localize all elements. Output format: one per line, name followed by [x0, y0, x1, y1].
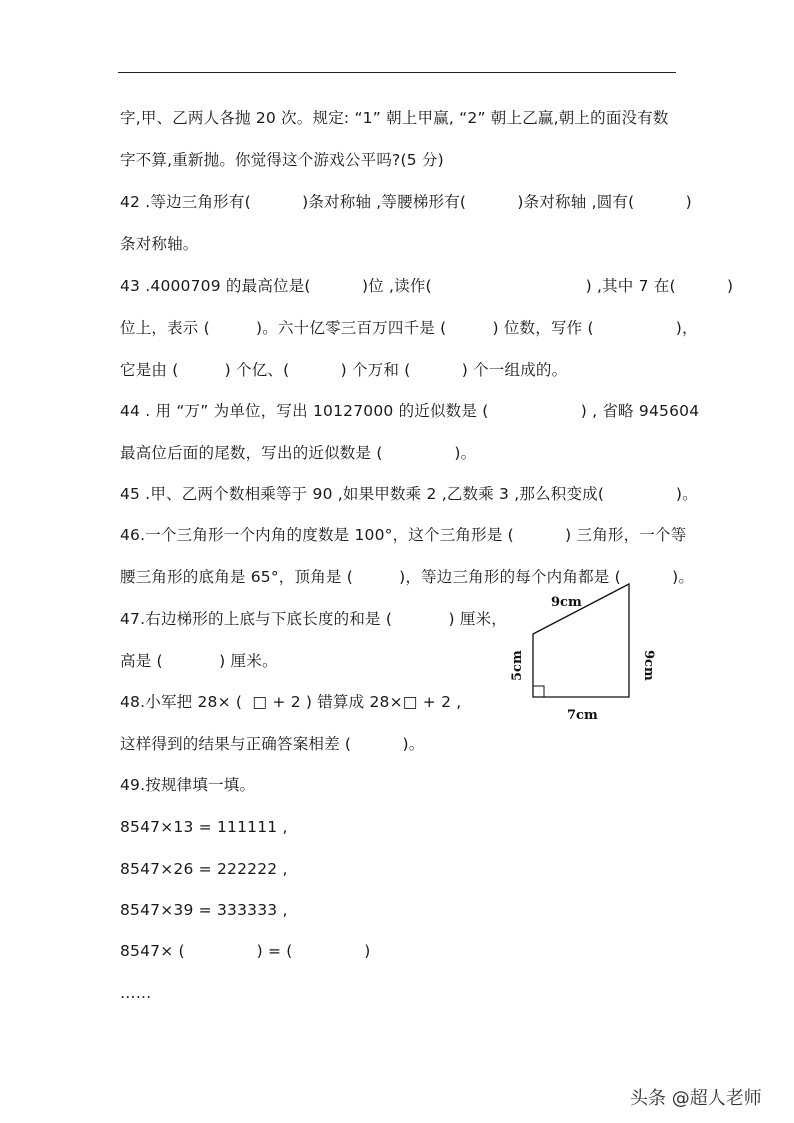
- label-bottom: 7cm: [567, 708, 598, 723]
- right-angle-mark: [533, 686, 544, 697]
- question-48: 48.小军把 28× ( □ + 2 ) 错算成 28×□ + 2 ,: [120, 693, 462, 711]
- question-45: 45 .甲、乙两个数相乘等于 90 ,如果甲数乘 2 ,乙数乘 3 ,那么积变成( )。: [120, 485, 698, 503]
- question-47: 47.右边梯形的上底与下底长度的和是 ( ) 厘米，: [120, 610, 507, 628]
- pattern-line-4: 8547× ( ) = ( ): [120, 942, 371, 960]
- pattern-line-1: 8547×13 = 111111 ,: [120, 818, 288, 836]
- header-rule: [118, 72, 676, 73]
- watermark: 头条 @超人老师: [630, 1088, 762, 1109]
- pattern-line-2: 8547×26 = 222222 ,: [120, 860, 288, 878]
- ellipsis-line: ……: [120, 984, 152, 1002]
- label-top: 9cm: [551, 595, 582, 610]
- trapezoid-figure: [505, 578, 665, 728]
- question-44-cont: 最高位后面的尾数，写出的近似数是 ( )。: [120, 444, 477, 462]
- question-49: 49.按规律填一填。: [120, 776, 256, 794]
- text-line-q41-cont-1: 字,甲、乙两人各抛 20 次。规定: “1” 朝上甲赢, “2” 朝上乙赢,朝上的面没有数: [120, 109, 669, 127]
- label-left: 5cm: [510, 650, 525, 681]
- question-46: 46.一个三角形一个内角的度数是 100°，这个三角形是 ( ) 三角形，一个等: [120, 526, 687, 544]
- question-43-cont-1: 位上，表示 ( )。六十亿零三百万四千是 ( ) 位数，写作 ( )，: [120, 319, 698, 337]
- question-47-cont: 高是 ( ) 厘米。: [120, 652, 278, 670]
- question-42: 42 .等边三角形有( )条对称轴 ,等腰梯形有( )条对称轴 ,圆有( ): [120, 193, 692, 211]
- question-44: 44 . 用 “万” 为单位，写出 10127000 的近似数是 ( ) , 省略 945604: [120, 402, 700, 420]
- question-43: 43 .4000709 的最高位是( )位 ,读作( ) ,其中 7 在( ): [120, 277, 734, 295]
- question-42-cont: 条对称轴。: [120, 235, 199, 253]
- question-46-cont: 腰三角形的底角是 65°，顶角是 ( )，等边三角形的每个内角都是 ( )。: [120, 568, 695, 586]
- text-line-q41-cont-2: 字不算,重新抛。你觉得这个游戏公平吗?(5 分): [120, 151, 444, 169]
- question-48-cont: 这样得到的结果与正确答案相差 ( )。: [120, 735, 425, 753]
- label-right: 9cm: [641, 650, 656, 681]
- pattern-line-3: 8547×39 = 333333 ,: [120, 901, 288, 919]
- question-43-cont-2: 它是由 ( ) 个亿、( ) 个万和 ( ) 个一组成的。: [120, 361, 568, 379]
